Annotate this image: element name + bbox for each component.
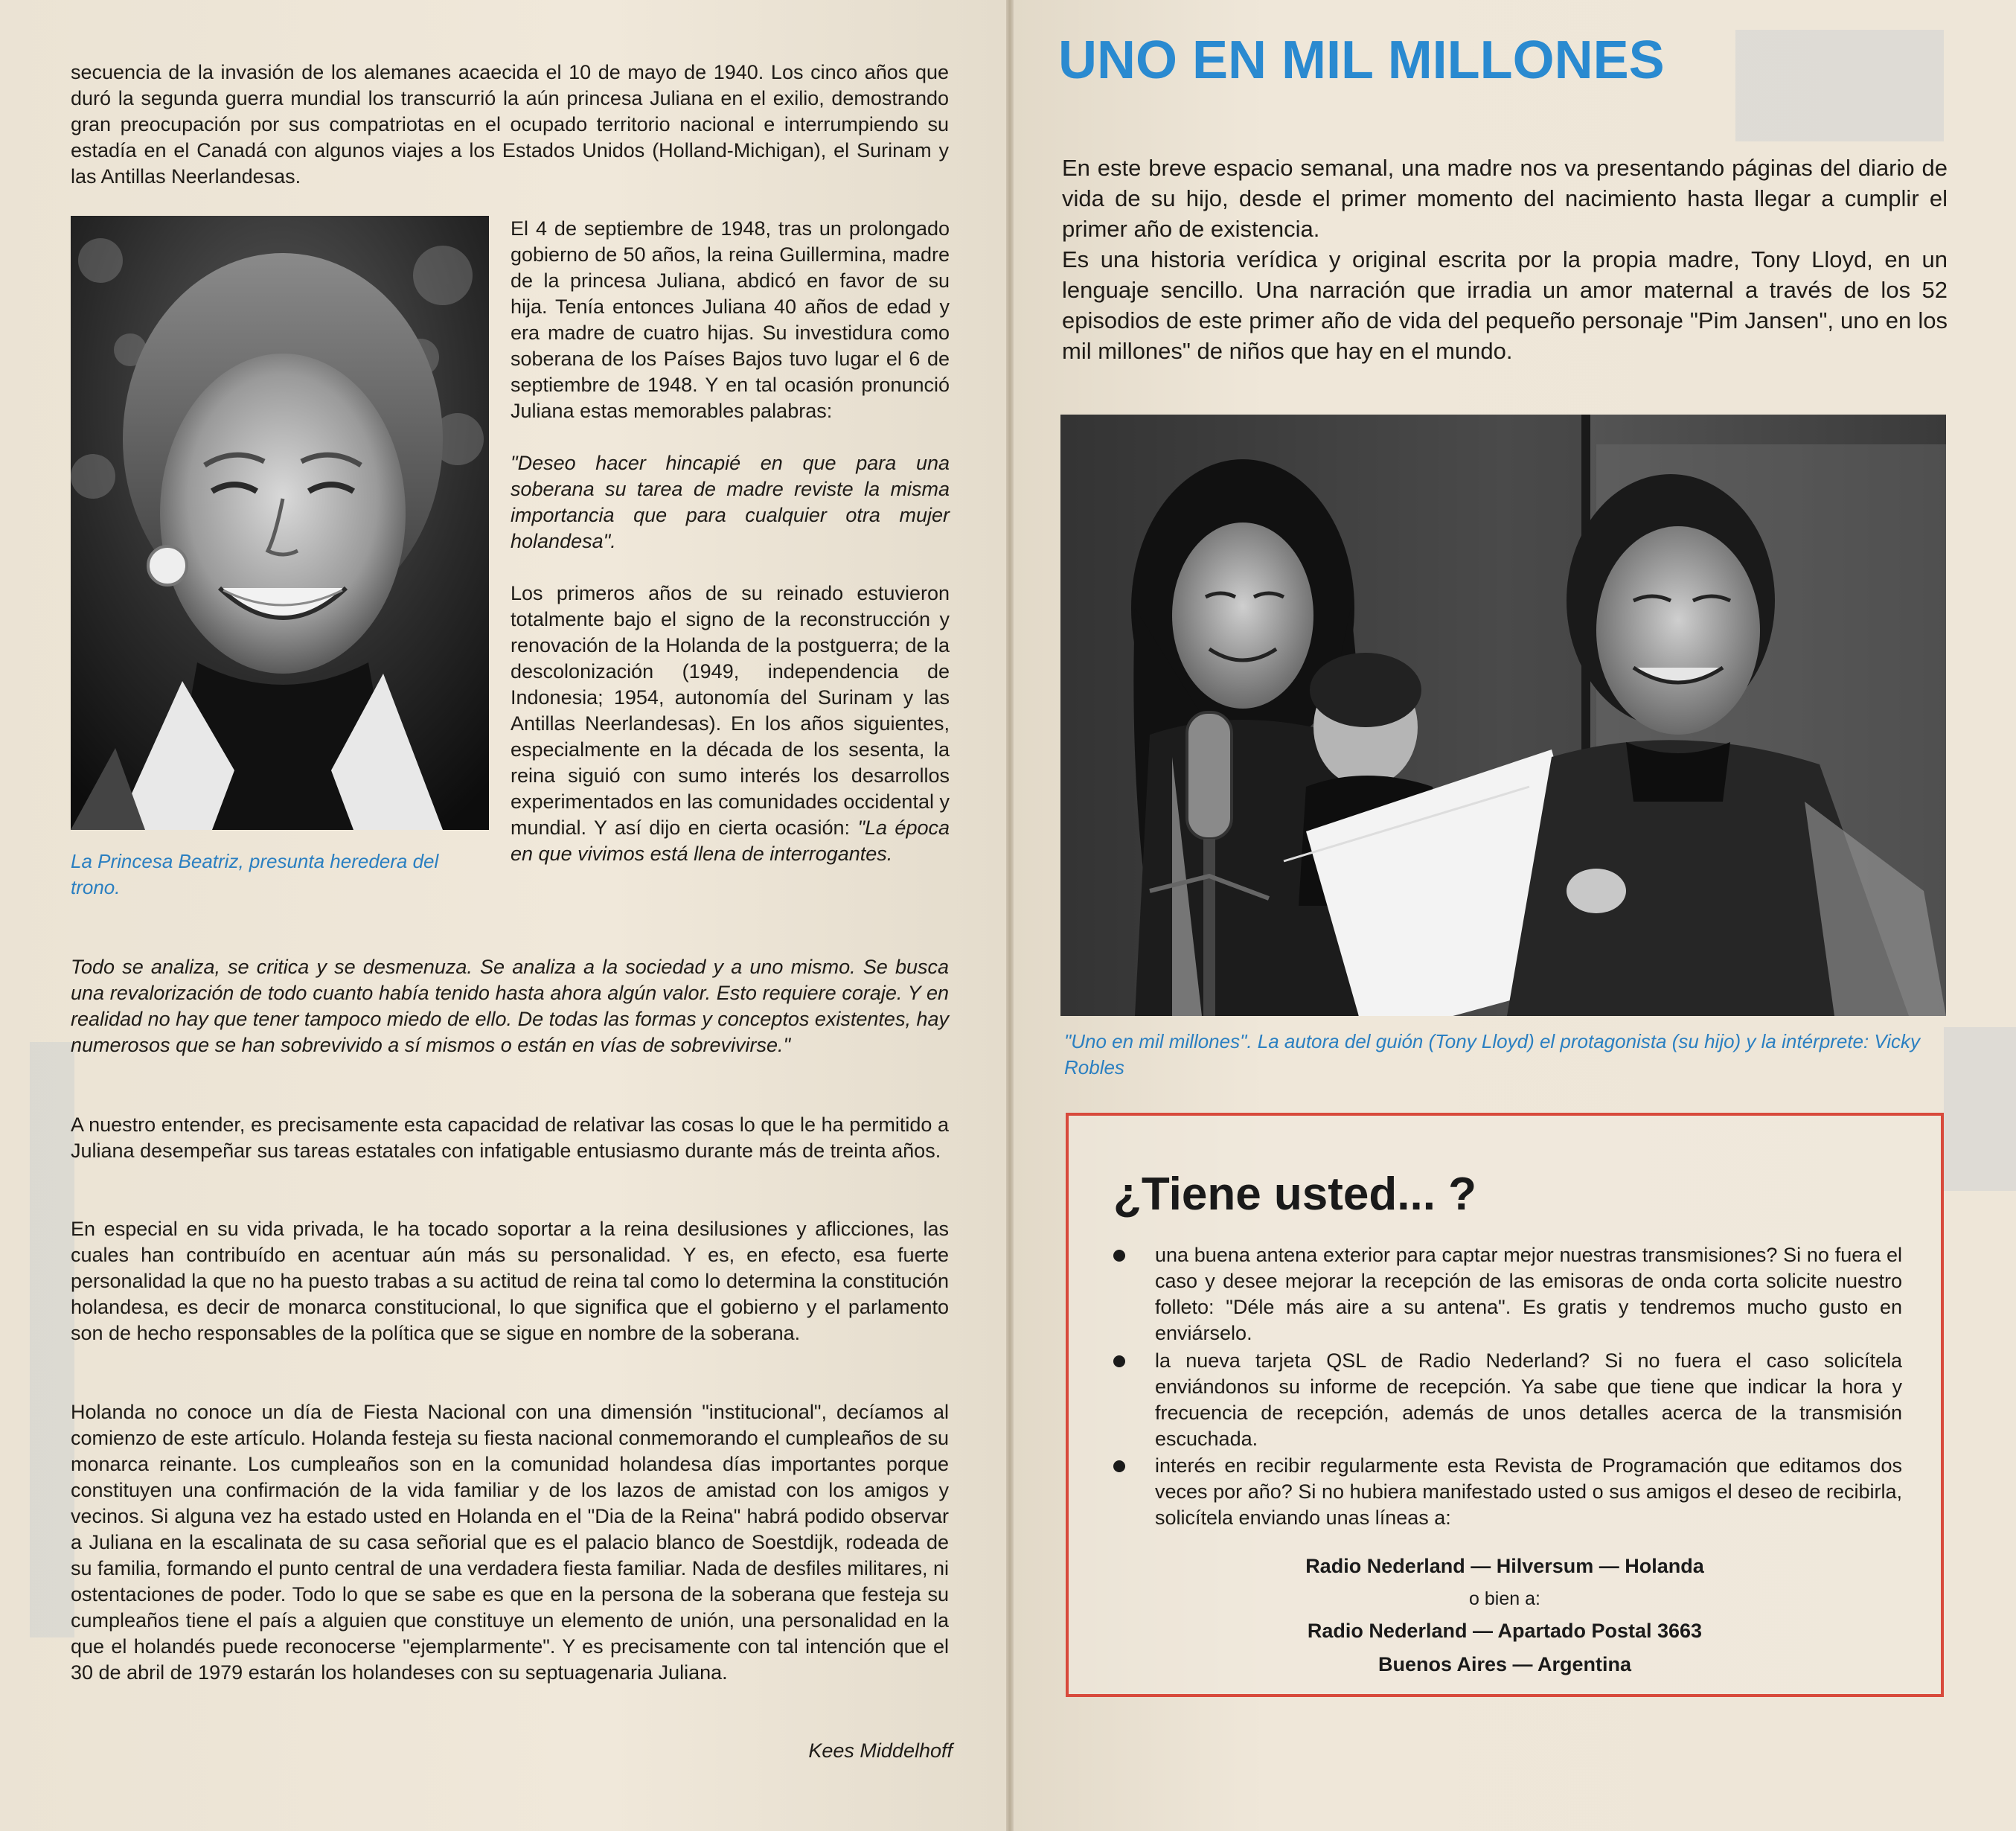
box-bullet-item <box>1113 1348 1902 1452</box>
address-hilversum: Radio Nederland — Hilversum — Holanda <box>1305 1555 1704 1577</box>
show-through-ghost-block <box>30 1042 74 1637</box>
box-title: ¿Tiene usted... ? <box>1113 1169 1477 1220</box>
headline: UNO EN MIL MILLONES <box>1058 31 1665 90</box>
left-page <box>0 0 1006 1831</box>
bullet-text: interés en recibir regularmente esta Revista de Programación que editamos dos veces por año? Si no hubiera manifestado usted o sus amigos el deseo de recibirla, solicítela enviando unas líneas a: <box>1155 1454 1902 1529</box>
reign-paragraph <box>511 581 950 867</box>
box-bullet-item <box>1113 1242 1902 1346</box>
studio-photo-caption: "Uno en mil millones". La autora del guión (Tony Lloyd) el protagonista (su hijo) y la intérprete: Vicky Robles <box>1064 1030 1921 1079</box>
box-bullet-item <box>1113 1453 1902 1531</box>
princess-photo-caption: La Princesa Beatriz, presunta heredera del trono. <box>71 850 439 898</box>
body-paragraph-a: A nuestro entender, es precisamente esta capacidad de relativar las cosas lo que le ha permitido a Juliana desempeñar sus tareas estatales con infatigable entusiasmo durante más de treinta años. <box>71 1113 949 1162</box>
bullet-icon <box>1113 1460 1125 1472</box>
address-buenos-aires-line1: Radio Nederland — Apartado Postal 3663 <box>1307 1620 1703 1642</box>
bullet-text: una buena antena exterior para captar mejor nuestras transmisiones? Si no fuera el caso y desee mejorar la recepción de las emisoras de onda corta solicite nuestro folleto: "Déle más aire a su antena". Es gratis y tendremos mucho gusto en enviárselo. <box>1155 1244 1902 1344</box>
studio-photo <box>1060 415 1946 1016</box>
body-paragraph-b: En especial en su vida privada, le ha tocado soportar a la reina desilusiones y aflicciones, las cuales han contribuído en acentuar aún más su personalidad. Y es, en efecto, esa fuerte personalidad la que no ha puesto trabas a su actitud de reina tal como lo determina la constitución holandesa, es decir de monarca constitucional, lo que significa que el gobierno y el parlamento son de hecho responsables de la política que se sigue en nombre de la soberana. <box>71 1218 949 1344</box>
intro-paragraph-2: Es una historia verídica y original escrita por la propia madre, Tony Lloyd, en un lenguaje sencillo. Una narración que irradia un amor maternal a través de los 52 episodios de este primer año de vida del pequeño personaje "Pim Jansen", uno en los mil millones" de niños que hay en el mundo. <box>1062 246 1948 364</box>
bullet-icon <box>1113 1355 1125 1367</box>
text-column <box>511 216 950 867</box>
intro-paragraph-1: En este breve espacio semanal, una madre nos va presentando páginas del diario de vida de su hijo, desde el primer momento del nacimiento hasta llegar a cumplir el primer año de existencia. <box>1062 155 1948 242</box>
address-or: o bien a: <box>1469 1588 1540 1609</box>
address-buenos-aires-line2: Buenos Aires — Argentina <box>1377 1653 1632 1675</box>
abdication-paragraph: El 4 de septiembre de 1948, tras un prolongado gobierno de 50 años, la reina Guillermina, madre de la princesa Juliana, abdicó en favor de su hija. Tenía entonces Juliana 40 años de edad y era madre de cuatro hijas. Su investidura como soberana de los Países Bajos tuvo lugar el 6 de septiembre de 1948. Y en tal ocasión pronunció Juliana estas memorables palabras: <box>511 217 950 422</box>
body-paragraph-c: Holanda no conoce un día de Fiesta Nacional con una dimensión "institucional", decíamos al comienzo de este artículo. Holanda festeja su fiesta nacional conmemorando el cumpleaños de su monarca reinante. Los cumpleaños son en la comunidad holandesa días importantes porque constituyen una confirmación de la vida familiar y de los lazos de amistad con los amigos y vecinos. Si alguna vez ha estado usted en Holanda en el "Dia de la Reina" habrá podido observar a Juliana en la escalinata de su casa señorial que es el palacio blanco de Soestdijk, rodeada de su familia, formando el punto central de una verdadera fiesta familiar. Nada de desfiles militares, ni ostentaciones de poder. Todo lo que se sabe es que en la persona de la soberana que festeja su cumpleaños tiene el país a alguien que constituye un elemento de unión, una personalidad en la que el holandés puede reconocerse "ejemplarmente". Y es precisamente con tal intención que el 30 de abril de 1979 estarán los holandeses con su septuagenaria Juliana. <box>71 1401 949 1684</box>
right-page <box>1014 0 2016 1831</box>
portrait-illustration <box>71 216 489 830</box>
page-gutter <box>1006 0 1014 1831</box>
show-through-ghost-block <box>1944 1027 2016 1191</box>
bullet-icon <box>1113 1250 1125 1262</box>
bullet-text: la nueva tarjeta QSL de Radio Nederland? Si no fuera el caso solicítela enviándonos su informe de recepción. Ya sabe que tiene que indicar la hora y frecuencia de recepción, además de unos detalles acerca de la transmisión escuchada. <box>1155 1349 1902 1450</box>
quote-continuation: Todo se analiza, se critica y se desmenuza. Se analiza a la sociedad y a uno mismo. Se busca una revalorización de todo cuanto había tenido hasta ahora algún valor. Esto requiere coraje. Y en realidad no hay que tener tampoco miedo de ello. De todas las formas y conceptos existentes, hay numerosos que se han sobrevivido a sí mismos o están en vías de sobrevivirse." <box>71 956 949 1056</box>
reign-paragraph-quote: "La época en que vivimos está llena de interrogantes. <box>511 817 950 865</box>
juliana-quote: "Deseo hacer hincapié en que para una soberana su tarea de madre reviste la misma importancia que para cualquier otra mujer holandesa". <box>511 452 950 552</box>
studio-illustration <box>1060 415 1946 1016</box>
show-through-ghost-block <box>1735 30 1944 141</box>
tiene-usted-box <box>1066 1113 1944 1697</box>
article-author: Kees Middelhoff <box>808 1739 953 1762</box>
intro-paragraph: secuencia de la invasión de los alemanes acaecida el 10 de mayo de 1940. Los cinco años que duró la segunda guerra mundial los transcurrió la aún princesa Juliana en el exilio, demostrando gran preocupación por sus compatriotas en el ocupado territorio nacional e interrumpiendo su estadía en el Canadá con algunos viajes a los Estados Unidos (Holland-Michigan), el Surinam y las Antillas Neerlandesas. <box>71 61 949 188</box>
reign-paragraph-text: Los primeros años de su reinado estuvieron totalmente bajo el signo de la reconstrucción y renovación de la Holanda de la postguerra; de la descolonización (1949, independencia de Indonesia; 1954, autonomía del Surinam y las Antillas Neerlandesas). En los años siguientes, especialmente en la década de los sesenta, la reina siguió con sumo interés los desarrollos experimentados en las comunidades occidental y mundial. Y así dijo en cierta ocasión: <box>511 582 950 839</box>
princess-beatriz-photo <box>71 216 489 830</box>
